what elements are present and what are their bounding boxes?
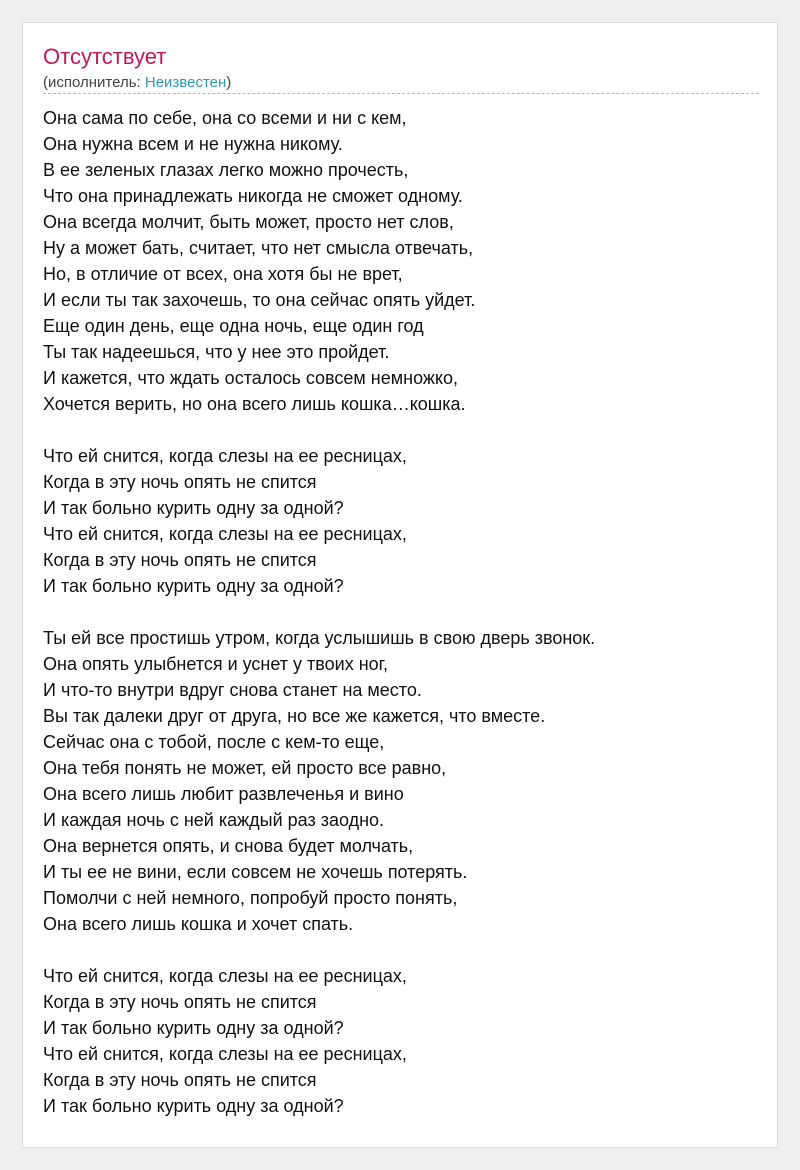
artist-link[interactable]: Неизвестен (144, 74, 227, 91)
lyrics-line: Что она принадлежать никогда не сможет одному. (43, 186, 463, 206)
lyrics-line: Ты так надеешься, что у нее это пройдет. (43, 342, 390, 362)
lyrics-line: Когда в эту ночь опять не спится (43, 992, 317, 1012)
lyrics-line: И так больно курить одну за одной? (43, 1096, 344, 1116)
lyrics-line: Когда в эту ночь опять не спится (43, 550, 317, 570)
lyrics-line: В ее зеленых глазах легко можно прочесть, (43, 160, 409, 180)
lyrics-card (22, 22, 778, 1148)
lyrics-line: Она вернется опять, и снова будет молчать, (43, 836, 414, 856)
lyrics-line: И так больно курить одну за одной? (43, 576, 344, 596)
lyrics-line: И каждая ночь с ней каждый раз заодно. (43, 810, 385, 830)
lyrics-line: И если ты так захочешь, то она сейчас опять уйдет. (43, 290, 476, 310)
lyrics-stanza (43, 105, 759, 417)
lyrics-line: Вы так далеки друг от друга, но все же кажется, что вместе. (43, 706, 546, 726)
artist-prefix: (исполнитель: (43, 74, 145, 91)
lyrics-line: Что ей снится, когда слезы на ее ресницах, (43, 966, 407, 986)
lyrics-line: Что ей снится, когда слезы на ее ресницах, (43, 446, 407, 466)
lyrics-line: Хочется верить, но она всего лишь кошка…кошка. (43, 394, 466, 414)
lyrics-line: Что ей снится, когда слезы на ее ресницах, (43, 1044, 407, 1064)
lyrics-line: И что-то внутри вдруг снова станет на место. (43, 680, 422, 700)
lyrics-line: Ты ей все простишь утром, когда услышишь в свою дверь звонок. (43, 628, 596, 648)
lyrics-line: Что ей снится, когда слезы на ее ресницах, (43, 524, 407, 544)
lyrics-line: Она тебя понять не может, ей просто все равно, (43, 758, 447, 778)
lyrics-line: Но, в отличие от всех, она хотя бы не врет, (43, 264, 403, 284)
lyrics-stanza (43, 625, 759, 937)
lyrics-line: Она всего лишь кошка и хочет спать. (43, 914, 354, 934)
lyrics-line: Помолчи с ней немного, попробуй просто понять, (43, 888, 458, 908)
lyrics-line: И ты ее не вини, если совсем не хочешь потерять. (43, 862, 468, 882)
divider (43, 93, 759, 94)
lyrics-line: И так больно курить одну за одной? (43, 1018, 344, 1038)
lyrics-line: Когда в эту ночь опять не спится (43, 472, 317, 492)
lyrics-line: И кажется, что ждать осталось совсем немножко, (43, 368, 459, 388)
artist-suffix: ) (226, 74, 232, 91)
lyrics-line: Она нужна всем и не нужна никому. (43, 134, 343, 154)
lyrics-line: Когда в эту ночь опять не спится (43, 1070, 317, 1090)
lyrics-stanza (43, 963, 759, 1119)
lyrics-line: Она опять улыбнется и уснет у твоих ног, (43, 654, 389, 674)
lyrics-line: Она всегда молчит, быть может, просто нет слов, (43, 212, 454, 232)
lyrics-line: Сейчас она с тобой, после с кем-то еще, (43, 732, 385, 752)
song-title: Отсутствует (43, 44, 167, 69)
lyrics-line: И так больно курить одну за одной? (43, 498, 344, 518)
lyrics-stanza (43, 443, 759, 599)
lyrics-line: Она сама по себе, она со всеми и ни с кем, (43, 108, 407, 128)
lyrics-text (43, 105, 759, 1119)
artist-line (43, 73, 231, 93)
lyrics-line: Она всего лишь любит развлеченья и вино (43, 784, 404, 804)
lyrics-line: Ну а может бать, считает, что нет смысла отвечать, (43, 238, 474, 258)
lyrics-line: Еще один день, еще одна ночь, еще один год (43, 316, 424, 336)
